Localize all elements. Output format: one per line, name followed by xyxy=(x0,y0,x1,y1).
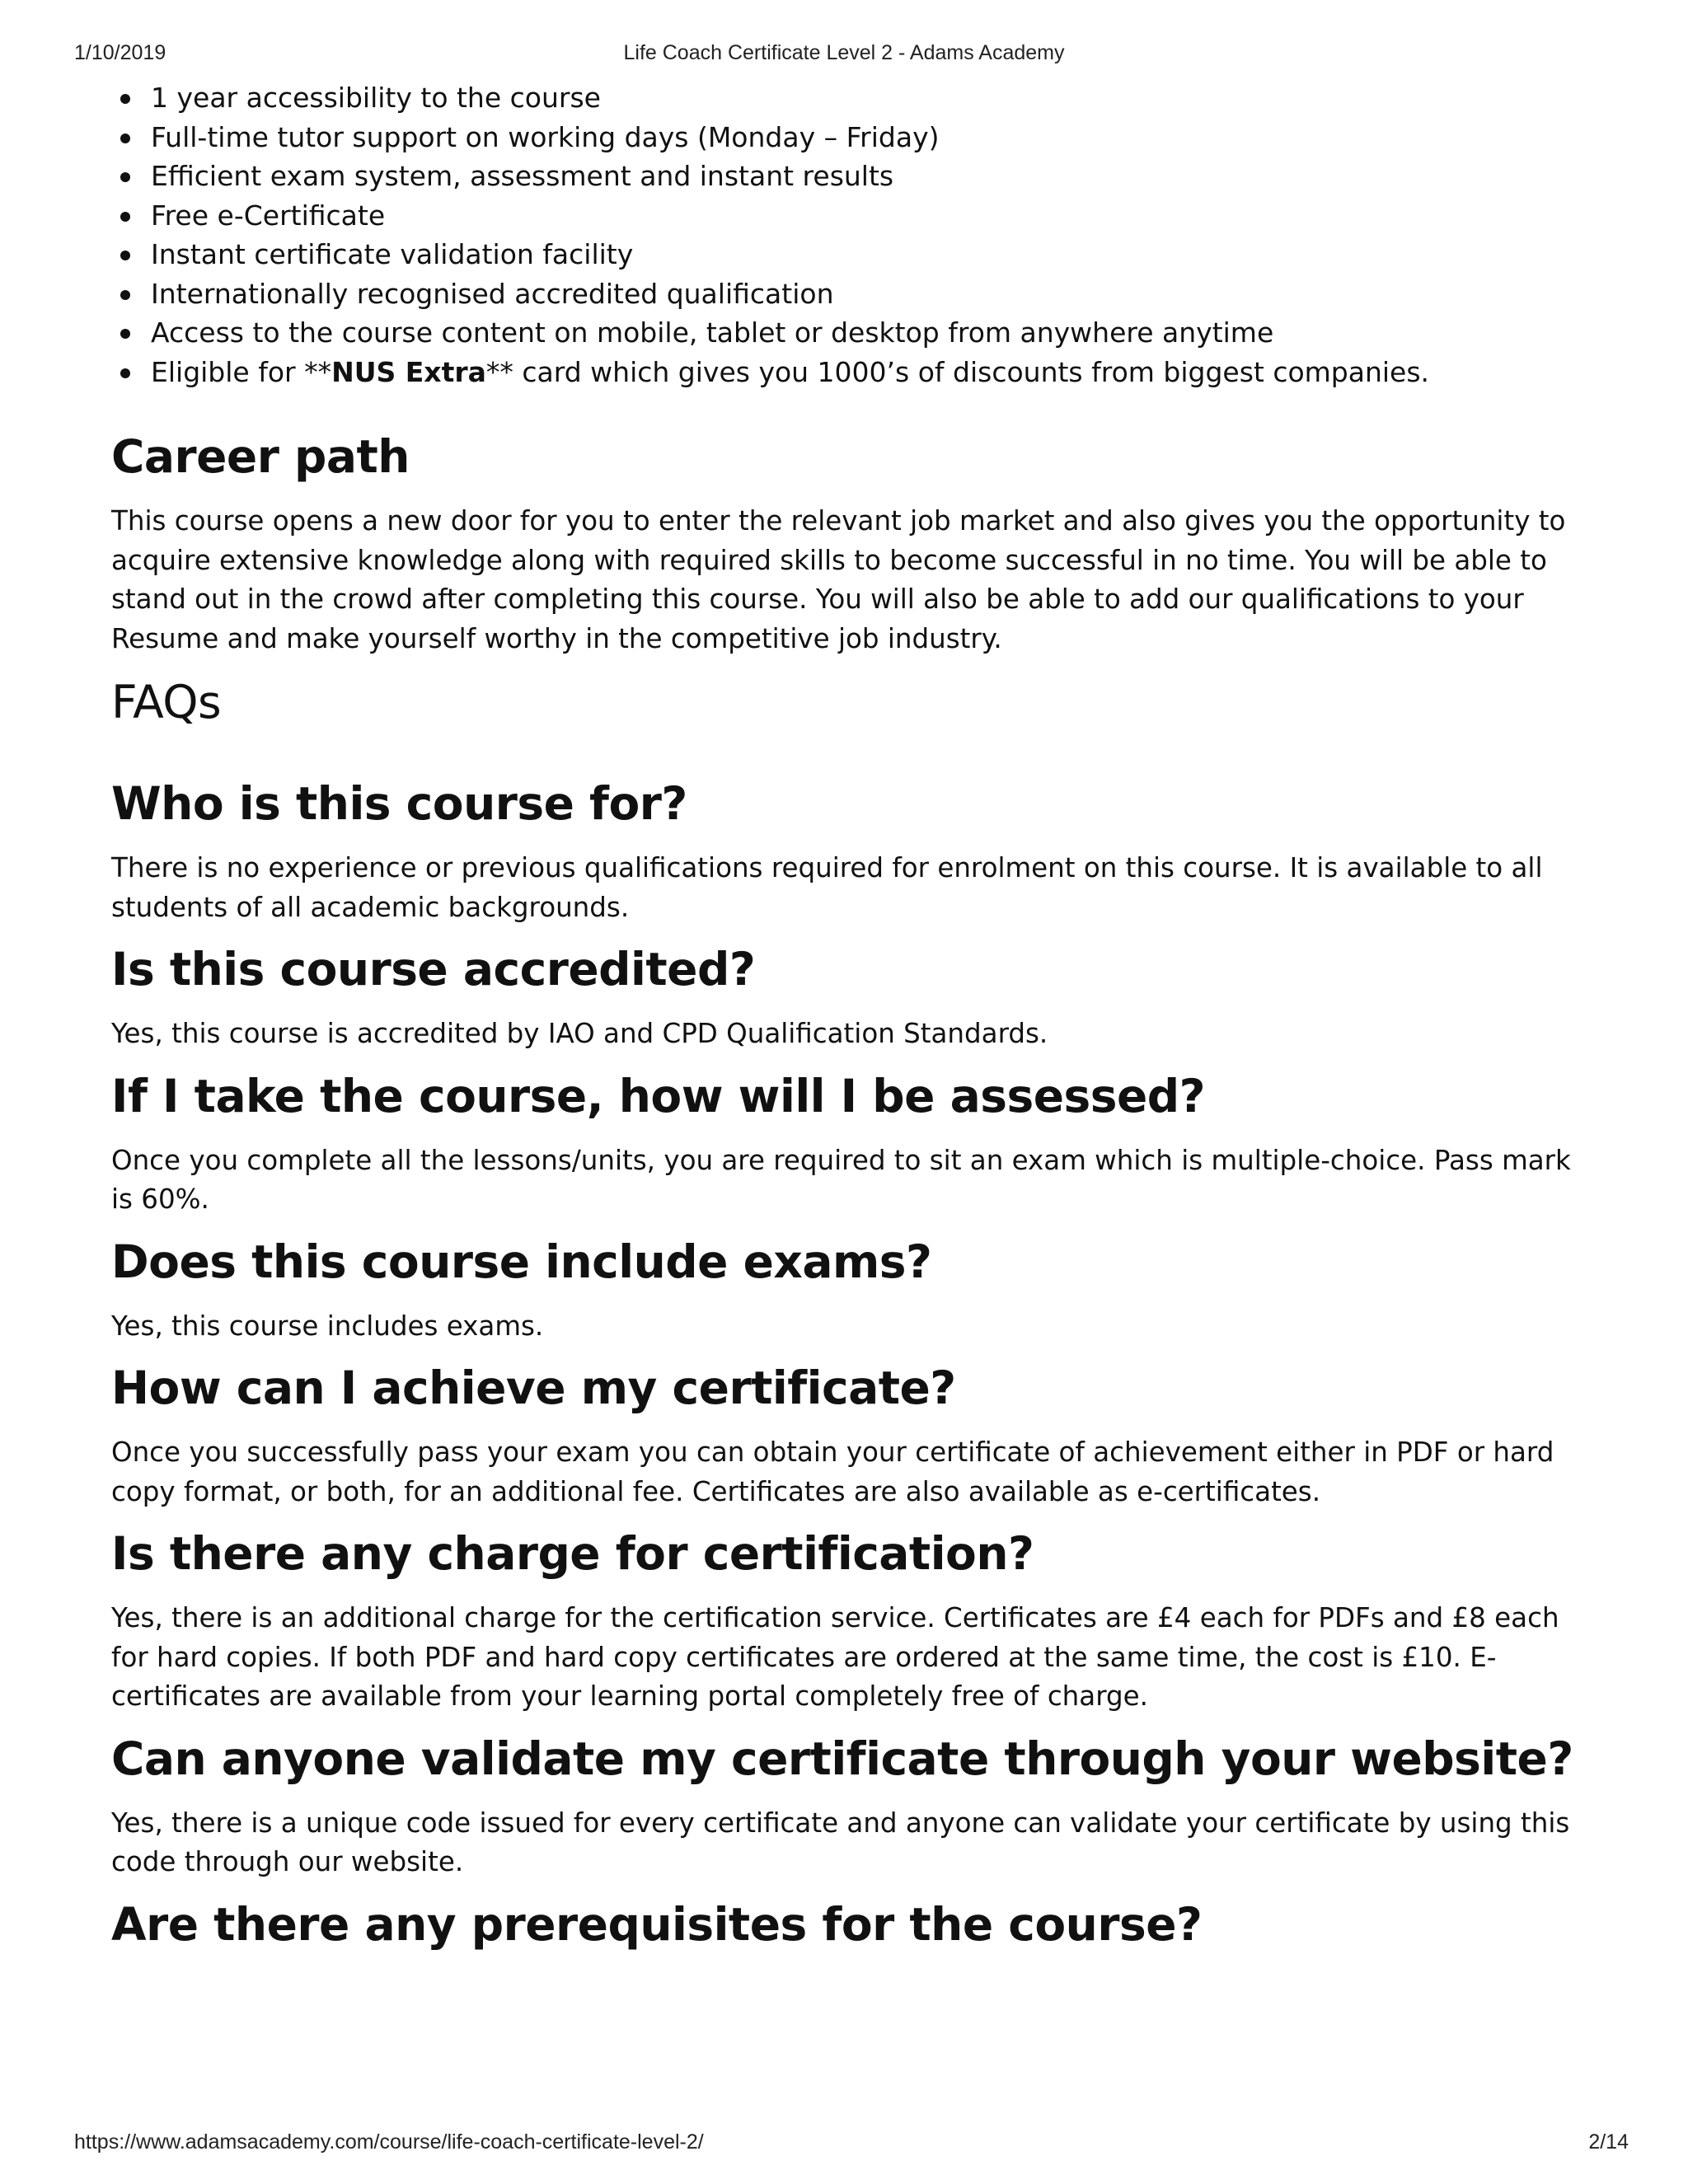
faq-answer: Yes, there is an additional charge for the certification service. Certificates are £4 each for PDFs and £8 each for hard copies. If both PDF and hard copy certificates are ordered at the same time, the cost is £10. E-certificates are available from your learning portal completely free of charge. xyxy=(111,1602,1559,1712)
faq-answer: Once you complete all the lessons/units, you are required to sit an exam which is multiple-choice. Pass mark is 60%. xyxy=(111,1144,1571,1215)
list-item-text: 1 year accessibility to the course xyxy=(151,82,601,114)
bullet-icon xyxy=(120,134,130,143)
list-item-text-before: Eligible for ** xyxy=(151,355,332,388)
faq-answer: Once you successfully pass your exam you can obtain your certificate of achievement either in PDF or hard copy format, or both, for an additional fee. Certificates are also available as e-certificates. xyxy=(111,1436,1554,1507)
faq-question: Are there any prerequisites for the course? xyxy=(111,1897,1203,1951)
list-item-text: Access to the course content on mobile, tablet or desktop from anywhere anytime xyxy=(151,316,1274,349)
faq-question: Is there any charge for certification? xyxy=(111,1527,1034,1580)
bullet-icon xyxy=(120,212,130,222)
print-page-title: Life Coach Certificate Level 2 - Adams Academy xyxy=(623,41,1065,64)
faq-question: Who is this course for? xyxy=(111,777,687,830)
faq-answer: Yes, this course includes exams. xyxy=(111,1310,544,1342)
list-item xyxy=(111,274,1595,314)
faq-answer: Yes, this course is accredited by IAO and CPD Qualification Standards. xyxy=(111,1018,1048,1049)
bullet-icon xyxy=(120,290,130,300)
faq-question: If I take the course, how will I be assessed? xyxy=(111,1069,1206,1122)
print-header xyxy=(0,41,1688,69)
faq-question: Does this course include exams? xyxy=(111,1235,932,1288)
faqs-heading: FAQs xyxy=(111,676,222,729)
list-item xyxy=(111,157,1595,196)
bullet-icon xyxy=(120,251,130,260)
bullet-icon xyxy=(120,172,130,182)
nus-extra-label: NUS Extra xyxy=(331,355,486,388)
features-list xyxy=(111,78,1595,391)
page-url: https://www.adamsacademy.com/course/life-coach-certificate-level-2/ xyxy=(74,2130,704,2154)
list-item xyxy=(111,118,1595,157)
career-path-text: This course opens a new door for you to enter the relevant job market and also gives you the opportunity to acquire extensive knowledge along with required skills to become successful in no time. You will be able to stand out in the crowd after completing this course. You will also be able to add our qualifications to your Resume and make yourself worthy in the competitive job industry. xyxy=(111,505,1566,654)
page-number: 2/14 xyxy=(1588,2130,1629,2154)
list-item xyxy=(111,78,1595,118)
list-item-text: Full-time tutor support on working days (Monday – Friday) xyxy=(151,120,940,153)
list-item-text-after: ** card which gives you 1000’s of discounts from biggest companies. xyxy=(485,355,1430,388)
list-item xyxy=(111,196,1595,236)
career-path-heading: Career path xyxy=(111,430,410,483)
list-item-text: Instant certificate validation facility xyxy=(151,238,634,270)
print-date: 1/10/2019 xyxy=(74,41,166,64)
list-item-text: Internationally recognised accredited qualification xyxy=(151,277,834,310)
faq-answer: There is no experience or previous qualifications required for enrolment on this course. It is available to all students of all academic backgrounds. xyxy=(111,852,1543,923)
bullet-icon xyxy=(120,94,130,104)
faq-question: Is this course accredited? xyxy=(111,943,756,996)
list-item xyxy=(111,353,1595,392)
list-item xyxy=(111,235,1595,274)
faq-question: Can anyone validate my certificate through your website? xyxy=(111,1732,1573,1785)
print-footer xyxy=(0,2130,1688,2158)
list-item xyxy=(111,313,1595,353)
page-content xyxy=(111,78,1595,1952)
bullet-icon xyxy=(120,329,130,339)
faq-answer: Yes, there is a unique code issued for every certificate and anyone can validate your certificate by using this code through our website. xyxy=(111,1807,1570,1877)
list-item-text: Efficient exam system, assessment and instant results xyxy=(151,160,894,192)
list-item-text: Free e-Certificate xyxy=(151,199,386,232)
faq-question: How can I achieve my certificate? xyxy=(111,1361,956,1414)
bullet-icon xyxy=(120,368,130,378)
